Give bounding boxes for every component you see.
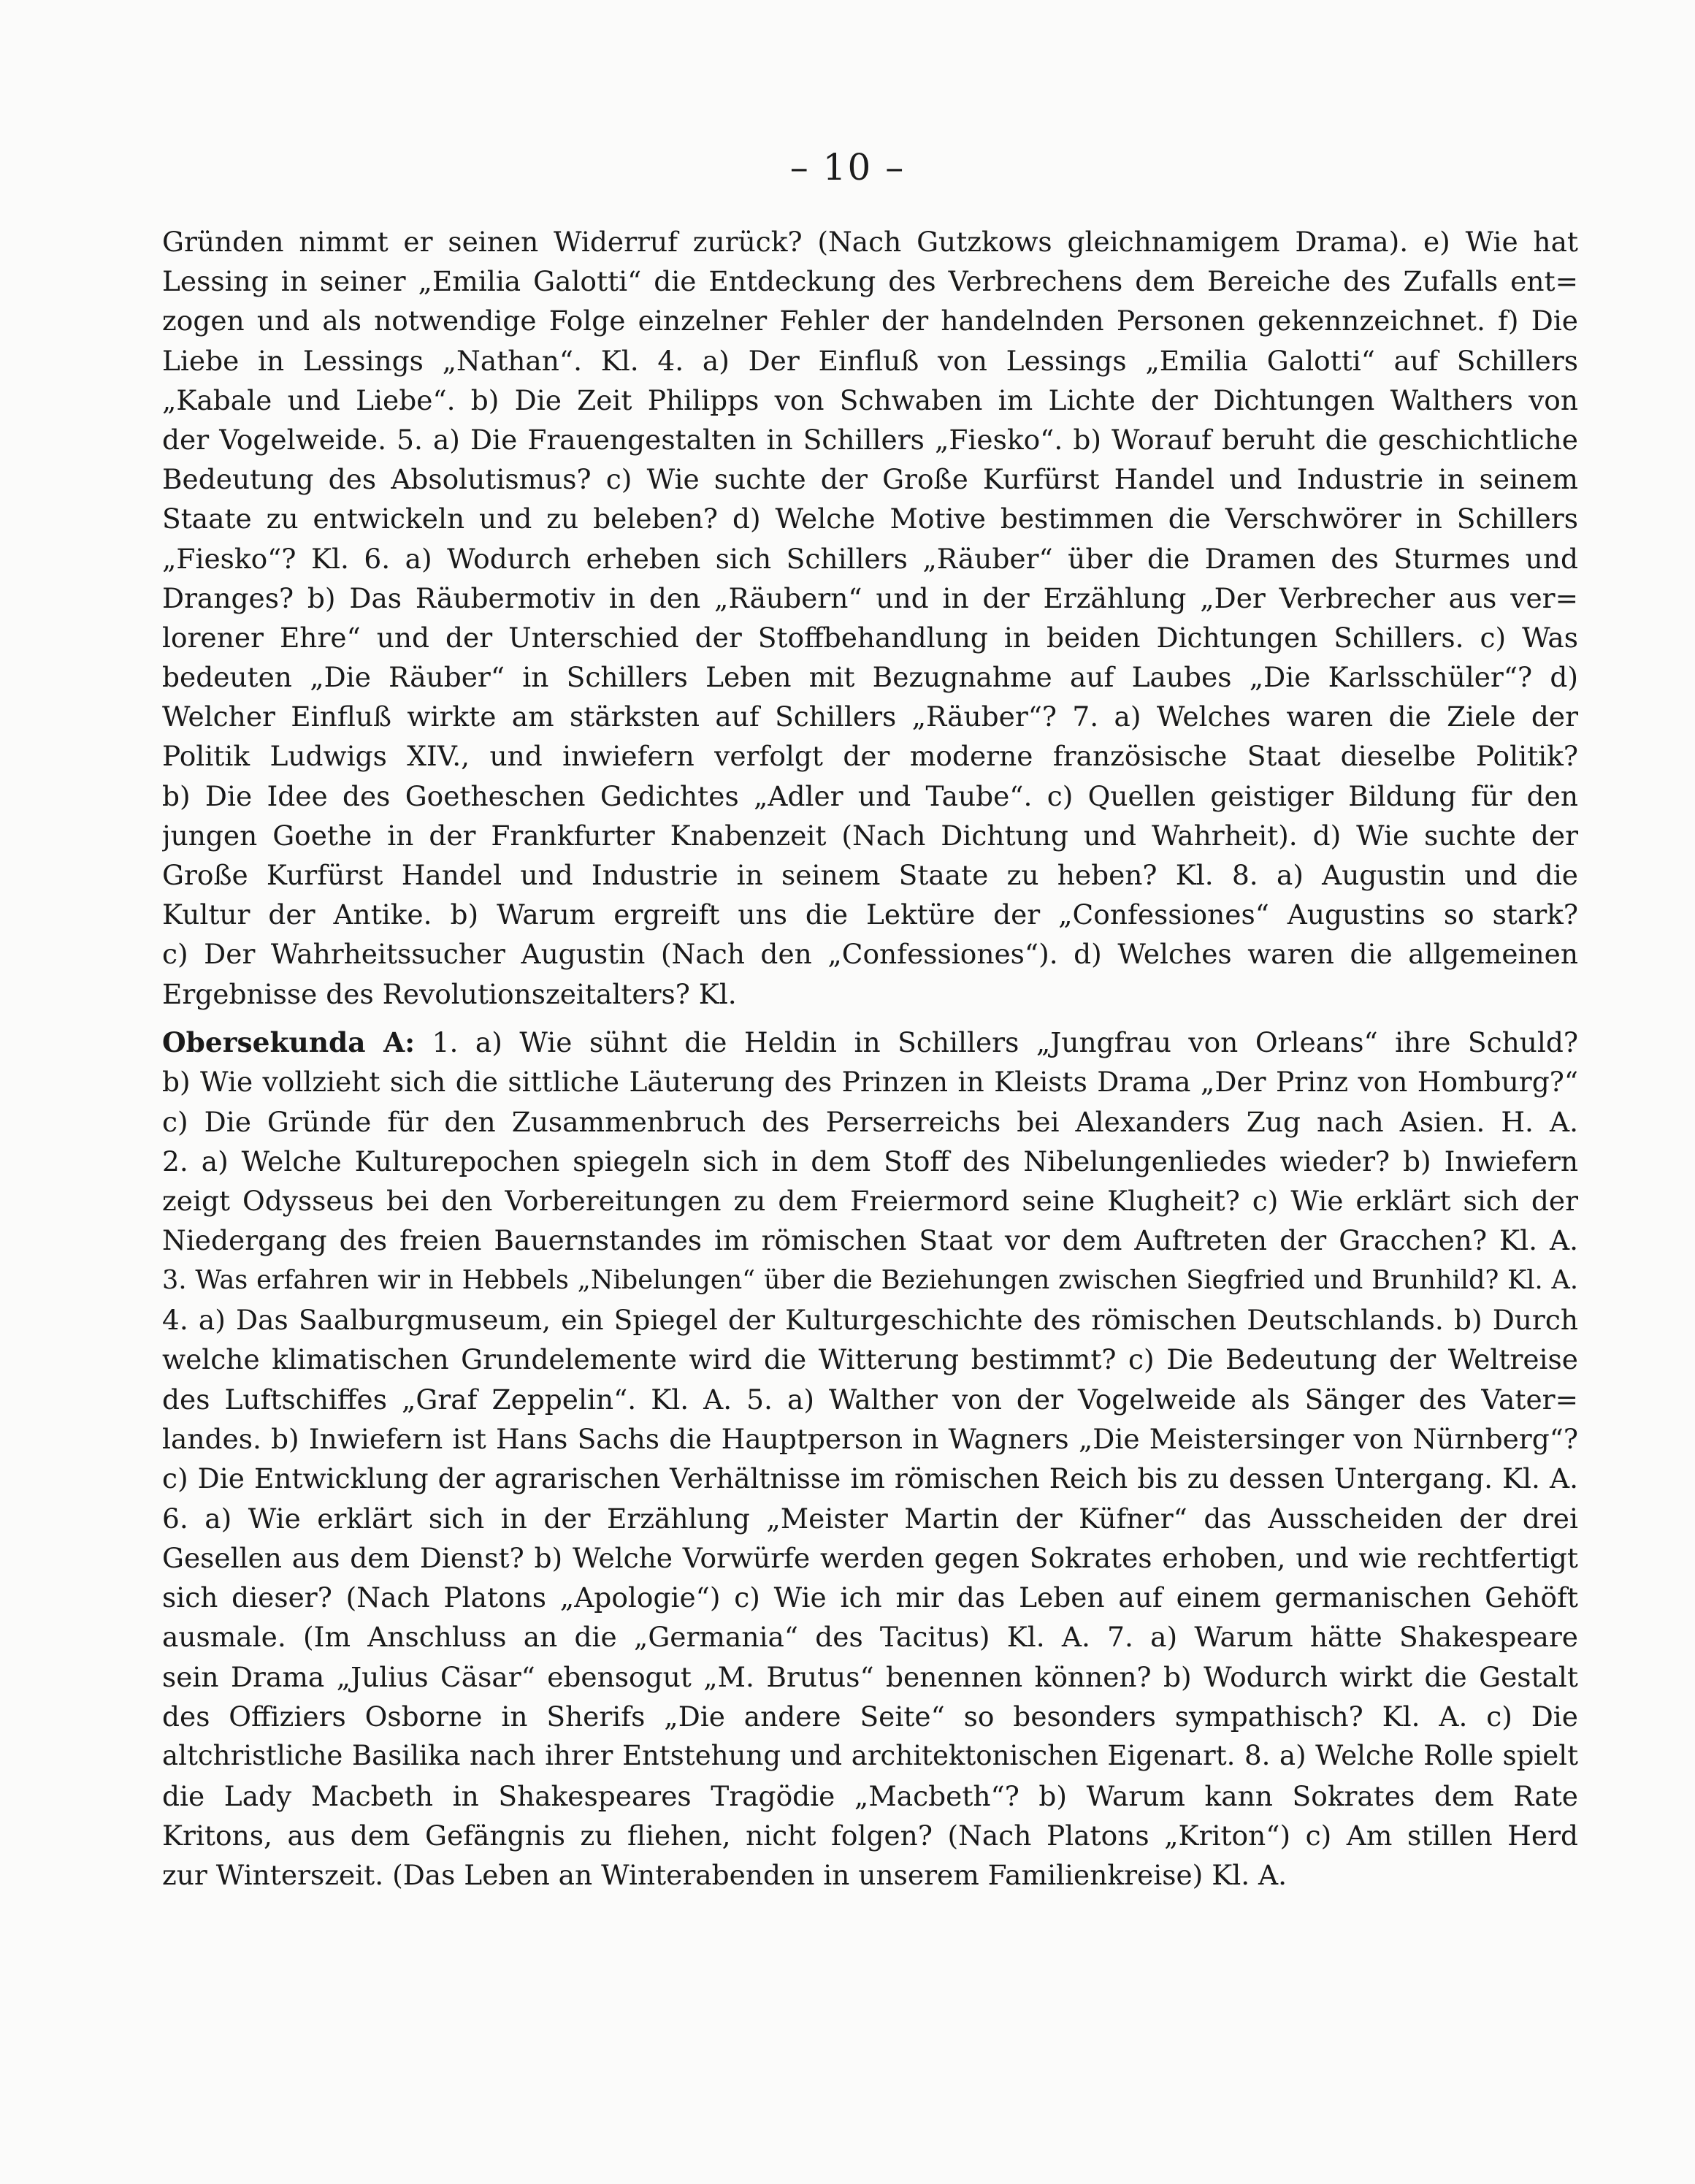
text-line: die Lady Macbeth in Shakespeares Tragödie „Macbeth“? b) Warum kann Sokrates dem Rate — [162, 1779, 1578, 1812]
text-line: c) Die Entwicklung der agrarischen Verhältnisse im römischen Reich bis zu dessen Untergang. Kl. A. — [162, 1462, 1578, 1495]
paragraph-continuation — [162, 222, 1578, 1014]
text-line: c) Die Gründe für den Zusammenbruch des Perserreichs bei Alexanders Zug nach Asien. H. A. — [162, 1105, 1578, 1138]
text-line: zeigt Odysseus bei den Vorbereitungen zu dem Freiermord seine Klugheit? c) Wie erklärt sich der — [162, 1185, 1578, 1218]
text-line: Dranges? b) Das Räubermotiv in den „Räubern“ und in der Erzählung „Der Verbrecher aus ver= — [162, 581, 1578, 614]
text-line: Welcher Einfluß wirkte am stärksten auf Schillers „Räuber“? 7. a) Welches waren die Ziele der — [162, 700, 1578, 733]
text-line: 4. a) Das Saalburgmuseum, ein Spiegel der Kulturgeschichte des römischen Deutschlands. b) Durch — [162, 1304, 1578, 1337]
text-line: bedeuten „Die Räuber“ in Schillers Leben mit Bezugnahme auf Laubes „Die Karlsschüler“? d) — [162, 661, 1578, 694]
text-line: Große Kurfürst Handel und Industrie in seinem Staate zu heben? Kl. 8. a) Augustin und die — [162, 859, 1578, 891]
text-line: sich dieser? (Nach Platons „Apologie“) c) Wie ich mir das Leben auf einem germanischen Gehöft — [162, 1581, 1578, 1614]
text-line: 2. a) Welche Kulturepochen spiegeln sich in dem Stoff des Nibelungenliedes wieder? b) Inwiefern — [162, 1145, 1578, 1177]
text-line: Gesellen aus dem Dienst? b) Welche Vorwürfe werden gegen Sokrates erhoben, und wie rechtfertigt — [162, 1541, 1578, 1574]
text-line: der Vogelweide. 5. a) Die Frauengestalten in Schillers „Fiesko“. b) Worauf beruht die geschichtliche — [162, 423, 1578, 456]
text-line: 6. a) Wie erklärt sich in der Erzählung „Meister Martin der Küfner“ das Ausscheiden der drei — [162, 1502, 1578, 1535]
text-line: b) Wie vollzieht sich die sittliche Läuterung des Prinzen in Kleists Drama „Der Prinz von Homburg?“ — [162, 1066, 1578, 1099]
text-line: Kultur der Antike. b) Warum ergreift uns die Lektüre der „Confessiones“ Augustins so stark? — [162, 898, 1578, 931]
text-line: „Fiesko“? Kl. 6. a) Wodurch erheben sich Schillers „Räuber“ über die Dramen des Sturmes und — [162, 542, 1578, 575]
text-line: Lessing in seiner „Emilia Galotti“ die Entdeckung des Verbrechens dem Bereiche des Zufalls ent= — [162, 265, 1578, 298]
section-first-line-text: 1. a) Wie sühnt die Heldin in Schillers „Jungfrau von Orleans“ ihre Schuld? — [432, 1026, 1578, 1058]
text-line: lorener Ehre“ und der Unterschied der Stoffbehandlung in beiden Dichtungen Schillers. c) Was — [162, 621, 1578, 654]
text-line: c) Der Wahrheitssucher Augustin (Nach den „Confessiones“). d) Welches waren die allgemeinen — [162, 938, 1578, 971]
text-line: Kritons, aus dem Gefängnis zu fliehen, nicht folgen? (Nach Platons „Kriton“) c) Am stillen Herd — [162, 1819, 1578, 1852]
text-line: Liebe in Lessings „Nathan“. Kl. 4. a) Der Einfluß von Lessings „Emilia Galotti“ auf Schillers — [162, 344, 1578, 377]
text-line: Gründen nimmt er seinen Widerruf zurück? (Nach Gutzkows gleichnamigem Drama). e) Wie hat — [162, 226, 1578, 258]
text-line: Staate zu entwickeln und zu beleben? d) Welche Motive bestimmen die Verschwörer in Schillers — [162, 503, 1578, 535]
text-line: Niedergang des freien Bauernstandes im römischen Staat vor dem Auftreten der Gracchen? Kl. A. — [162, 1224, 1578, 1257]
text-line: „Kabale und Liebe“. b) Die Zeit Philipps von Schwaben im Lichte der Dichtungen Walthers von — [162, 383, 1578, 416]
text-line: zogen und als notwendige Folge einzelner Fehler der handelnden Personen gekennzeichnet. f) Die — [162, 305, 1578, 337]
text-line: b) Die Idee des Goetheschen Gedichtes „Adler und Taube“. c) Quellen geistiger Bildung für den — [162, 779, 1578, 812]
obersekunda-section — [162, 1023, 1578, 1895]
section-first-line — [162, 1023, 1578, 1062]
text-line: ausmale. (Im Anschluss an die „Germania“ des Tacitus) Kl. A. 7. a) Warum hätte Shakespeare — [162, 1621, 1578, 1654]
text-line: Bedeutung des Absolutismus? c) Wie suchte der Große Kurfürst Handel und Industrie in seinem — [162, 463, 1578, 496]
text-line: altchristliche Basilika nach ihrer Entstehung und architektonischen Eigenart. 8. a) Welche Rolle spielt — [162, 1740, 1578, 1772]
text-line: jungen Goethe in der Frankfurter Knabenzeit (Nach Dichtung und Wahrheit). d) Wie suchte der — [162, 819, 1578, 852]
page-number: – 10 – — [789, 146, 906, 188]
text-line: des Offiziers Osborne in Sherifs „Die andere Seite“ so besonders sympathisch? Kl. A. c) Die — [162, 1700, 1578, 1733]
text-line: Ergebnisse des Revolutionszeitalters? Kl. — [162, 977, 737, 1010]
text-line: zur Winterszeit. (Das Leben an Winterabenden in unserem Familienkreise) Kl. A. — [162, 1859, 1287, 1892]
text-line: welche klimatischen Grundelemente wird die Witterung bestimmt? c) Die Bedeutung der Weltreise — [162, 1343, 1578, 1376]
text-line: Politik Ludwigs XIV., und inwiefern verfolgt der moderne französische Staat dieselbe Politik? — [162, 740, 1578, 773]
text-line: landes. b) Inwiefern ist Hans Sachs die Hauptperson in Wagners „Die Meistersinger von Nürnberg“? — [162, 1422, 1578, 1455]
text-line: sein Drama „Julius Cäsar“ ebensogut „M. Brutus“ benennen können? b) Wodurch wirkt die Gestalt — [162, 1660, 1578, 1693]
section-heading: Obersekunda A: — [162, 1026, 416, 1058]
text-line: des Luftschiffes „Graf Zeppelin“. Kl. A. 5. a) Walther von der Vogelweide als Sänger des Vater= — [162, 1383, 1578, 1416]
text-line: 3. Was erfahren wir in Hebbels „Nibelungen“ über die Beziehungen zwischen Siegfried und Brunhild? Kl. A. — [162, 1264, 1578, 1295]
